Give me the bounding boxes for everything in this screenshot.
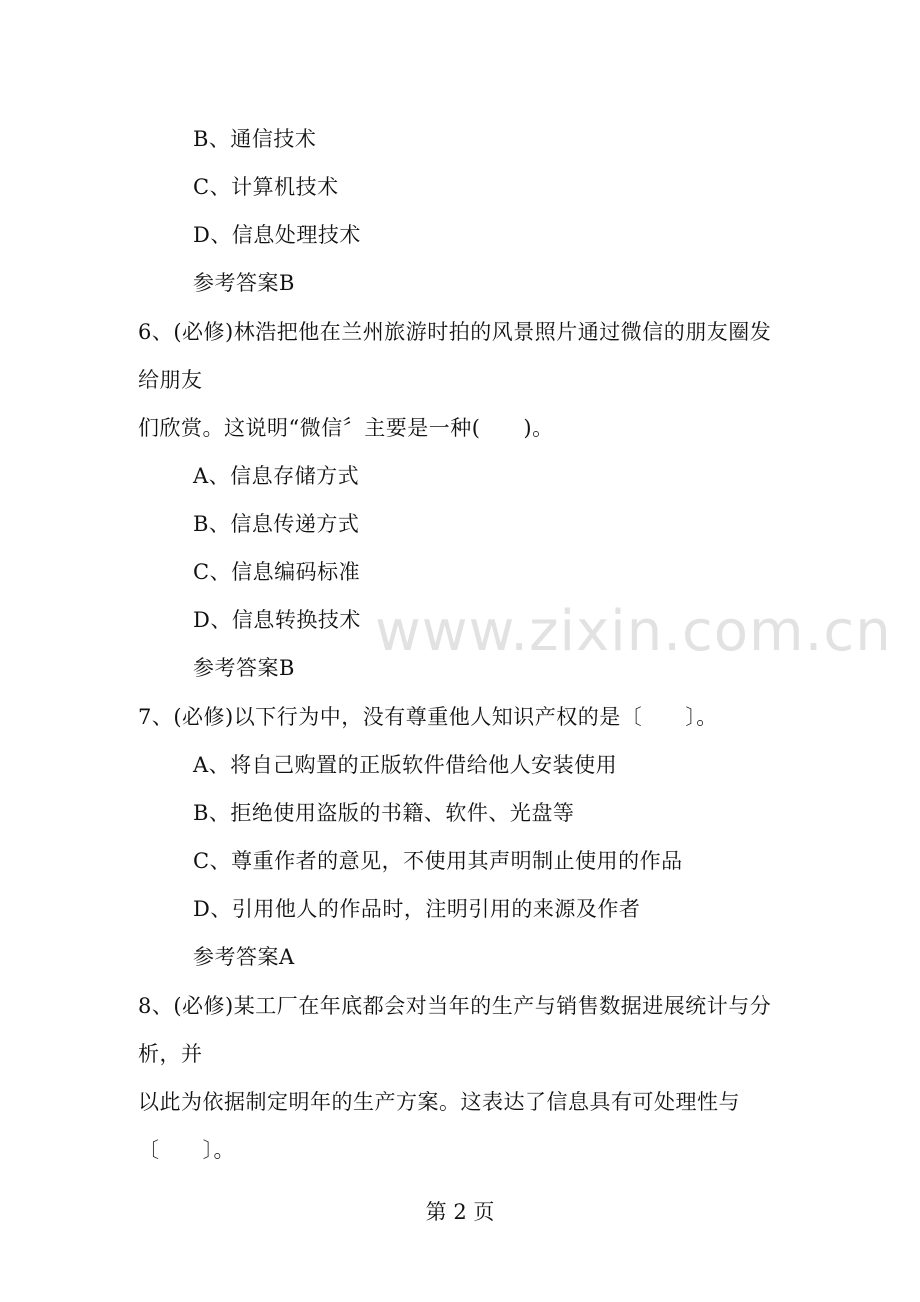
q6-option-d: D、信息转换技术 <box>193 608 361 632</box>
q7-answer: 参考答案A <box>193 945 295 969</box>
q8-stem-line-4: 〔 〕。 <box>138 1138 235 1162</box>
q5-answer: 参考答案B <box>193 271 295 295</box>
q6-answer: 参考答案B <box>193 656 295 680</box>
q7-option-b: B、拒绝使用盗版的书籍、软件、光盘等 <box>193 801 575 825</box>
q8-stem-line-1: 8、(必修)某工厂在年底都会对当年的生产与销售数据进展统计与分 <box>138 994 772 1018</box>
q6-stem-line-2: 给朋友 <box>138 368 203 392</box>
q6-stem-line-1: 6、(必修)林浩把他在兰州旅游时拍的风景照片通过微信的朋友圈发 <box>138 320 772 344</box>
page-number: 第 2 页 <box>425 1200 495 1224</box>
q6-option-b: B、信息传递方式 <box>193 512 360 536</box>
q5-option-c: C、计算机技术 <box>193 175 339 199</box>
q7-option-a: A、将自己购置的正版软件借给他人安装使用 <box>193 753 618 777</box>
q8-stem-line-2: 析，并 <box>138 1042 203 1066</box>
q5-option-b: B、通信技术 <box>193 127 317 151</box>
q6-stem-line-3: 们欣赏。这说明“微信〞主要是一种( )。 <box>138 416 554 440</box>
q5-option-d: D、信息处理技术 <box>193 223 361 247</box>
q7-stem-line-1: 7、(必修)以下行为中，没有尊重他人知识产权的是〔 〕。 <box>138 705 718 729</box>
q6-option-a: A、信息存储方式 <box>193 464 360 488</box>
q8-stem-line-3: 以此为依据制定明年的生产方案。这表达了信息具有可处理性与 <box>138 1090 740 1114</box>
q7-option-c: C、尊重作者的意见，不使用其声明制止使用的作品 <box>193 849 683 873</box>
q6-option-c: C、信息编码标准 <box>193 560 361 584</box>
watermark: www.zixin.com.cn <box>375 599 892 664</box>
q7-option-d: D、引用他人的作品时，注明引用的来源及作者 <box>193 897 641 921</box>
